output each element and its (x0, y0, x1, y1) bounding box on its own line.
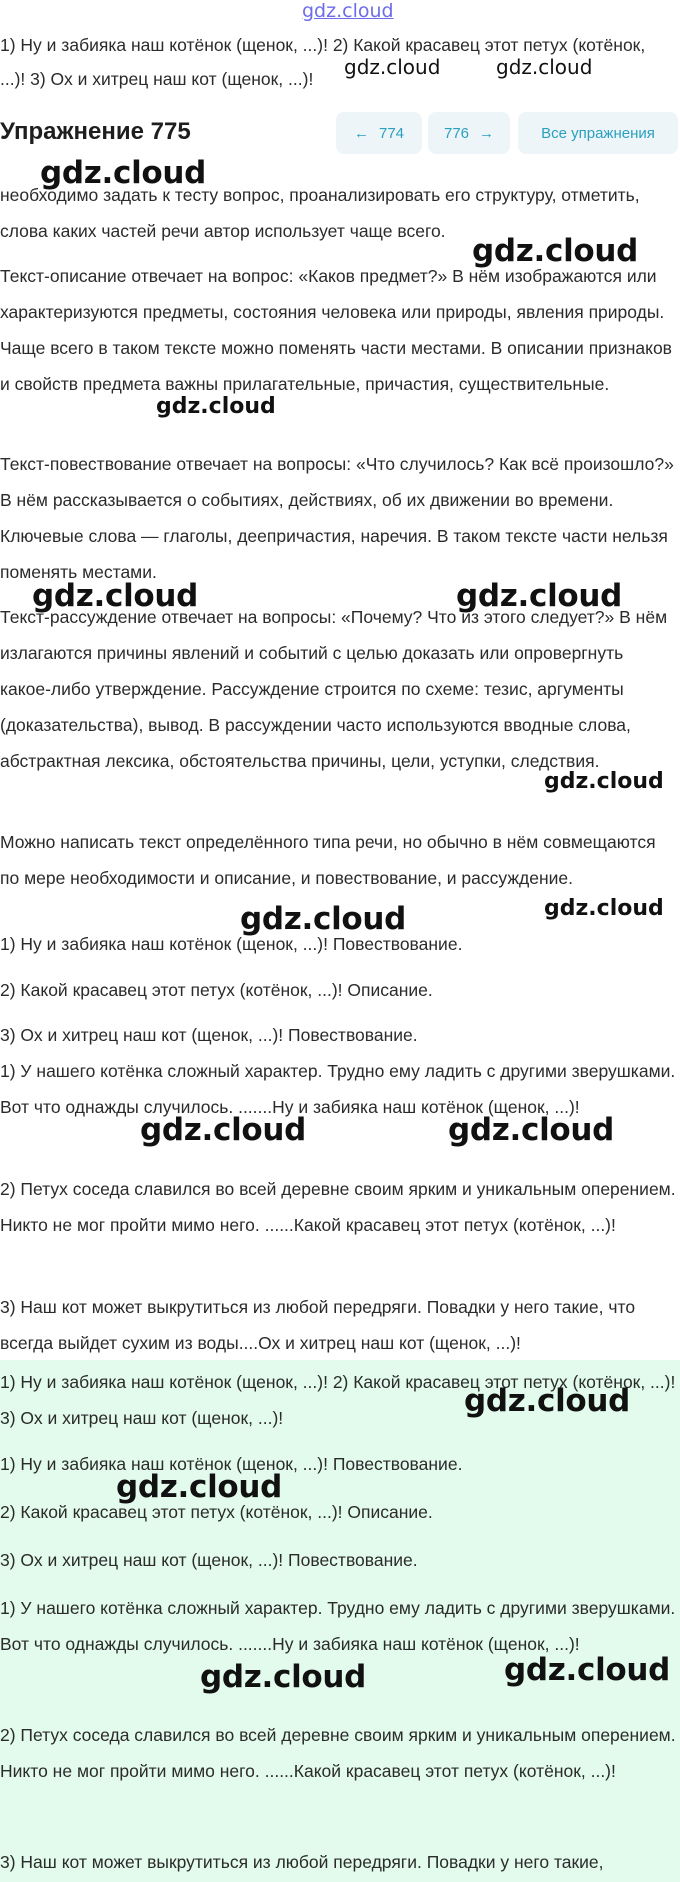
watermark: gdz.cloud (544, 769, 664, 794)
next-exercise-button[interactable] (428, 112, 510, 154)
theory-paragraph: Текст-повествование отвечает на вопросы: «Что случилось? Как всё произошло?» В нём рассказывается о событиях, действиях, об их движении во времени. Ключевые слова — глаголы, деепричастия, наречия. В таком тексте части нельзя поменять местами. (0, 454, 674, 582)
next-exercise-label: 776 (443, 124, 470, 142)
answer-line: 3) Ох и хитрец наш кот (щенок, ...)! Повествование. (0, 1025, 418, 1045)
all-exercises-label: Все упражнения (541, 124, 655, 142)
arrow-left-icon: ← (353, 124, 369, 142)
exercise-title: Упражнение 775 (0, 118, 191, 145)
watermark-top[interactable]: gdz.cloud (302, 0, 394, 22)
answer-block-line: 3) Наш кот может выкрутиться из любой передряги. Повадки у него такие, (0, 1852, 604, 1872)
answer-paragraph: 2) Петух соседа славился во всей деревне своим ярким и уникальным оперением. Никто не мог пройти мимо него. ......Какой красавец этот петух (котёнок, ...)! (0, 1179, 676, 1235)
prev-exercise-button[interactable] (336, 112, 422, 154)
theory-paragraph: Можно написать текст определённого типа речи, но обычно в нём совмещаются по мере необходимости и описание, и повествование, и рассуждение. (0, 832, 656, 888)
watermark: gdz.cloud (496, 55, 593, 79)
answer-block (0, 1360, 680, 1882)
all-exercises-button[interactable] (518, 112, 678, 154)
watermark: gdz.cloud (472, 233, 639, 269)
answer-block-paragraph: 2) Петух соседа славился во всей деревне своим ярким и уникальным оперением. Никто не мог пройти мимо него. ......Какой красавец этот петух (котёнок, ...)! (0, 1725, 676, 1781)
answer-paragraph: 3) Наш кот может выкрутиться из любой передряги. Повадки у него такие, что всегда выйдет сухим из воды....Ох и хитрец наш кот (щенок, ...)! (0, 1297, 636, 1353)
watermark: gdz.cloud (544, 896, 664, 921)
watermark: gdz.cloud (116, 1469, 283, 1505)
watermark: gdz.cloud (456, 578, 623, 614)
watermark: gdz.cloud (156, 394, 276, 419)
top-snippet-line1: 1) Ну и забияка наш котёнок (щенок, ...)! 2) Какой красавец этот петух (котёнок, (0, 35, 646, 55)
answer-block-paragraph: 1) У нашего котёнка сложный характер. Трудно ему ладить с другими зверушками. Вот что однажды случилось. .......Ну и забияка наш котёнок (щенок, ...)! (0, 1598, 676, 1654)
watermark: gdz.cloud (464, 1383, 631, 1419)
answer-line: 2) Какой красавец этот петух (котёнок, ...)! Описание. (0, 980, 433, 1000)
answer-line: 1) Ну и забияка наш котёнок (щенок, ...)! Повествование. (0, 934, 463, 954)
watermark: gdz.cloud (448, 1112, 615, 1148)
theory-paragraph: Текст-описание отвечает на вопрос: «Каков предмет?» В нём изображаются или характеризуются предметы, состояния человека или природы, явления природы. Чаще всего в таком тексте можно поменять части местами. В описании признаков и свойств предмета важны прилагательные, причастия, существительные. (0, 266, 672, 394)
answer-block-line: 2) Какой красавец этот петух (котёнок, ...)! Описание. (0, 1502, 433, 1522)
theory-paragraph: необходимо задать к тесту вопрос, проанализировать его структуру, отметить, слова каких частей речи автор использует чаще всего. (0, 185, 640, 241)
top-snippet-line2: ...)! 3) Ох и хитрец наш кот (щенок, ...)! (0, 69, 314, 89)
watermark: gdz.cloud (504, 1652, 671, 1688)
answer-block-line: 1) Ну и забияка наш котёнок (щенок, ...)! Повествование. (0, 1454, 463, 1474)
prev-exercise-label: 774 (378, 124, 405, 142)
watermark: gdz.cloud (200, 1659, 367, 1695)
watermark: gdz.cloud (344, 55, 441, 79)
watermark: gdz.cloud (40, 155, 207, 191)
answer-block-line: 3) Ох и хитрец наш кот (щенок, ...)! Повествование. (0, 1550, 418, 1570)
watermark: gdz.cloud (140, 1112, 307, 1148)
answer-paragraph: 1) У нашего котёнка сложный характер. Трудно ему ладить с другими зверушками. Вот что однажды случилось. .......Ну и забияка наш котёнок (щенок, ...)! (0, 1061, 676, 1117)
watermark: gdz.cloud (32, 578, 199, 614)
answer-block-intro: 1) Ну и забияка наш котёнок (щенок, ...)! 2) Какой красавец этот петух (котёнок, ...)! 3) Ох и хитрец наш кот (щенок, ...)! (0, 1372, 676, 1428)
theory-paragraph: Текст-рассуждение отвечает на вопросы: «Почему? Что из этого следует?» В нём излагаются причины явлений и событий с целью доказать или опровергнуть какое-либо утверждение. Рассуждение строится по схеме: тезис, аргументы (доказательства), вывод. В рассуждении часто используются вводные слова, абстрактная лексика, обстоятельства причины, цели, уступки, следствия. (0, 607, 668, 771)
arrow-right-icon: → (479, 124, 495, 142)
watermark: gdz.cloud (240, 901, 407, 937)
